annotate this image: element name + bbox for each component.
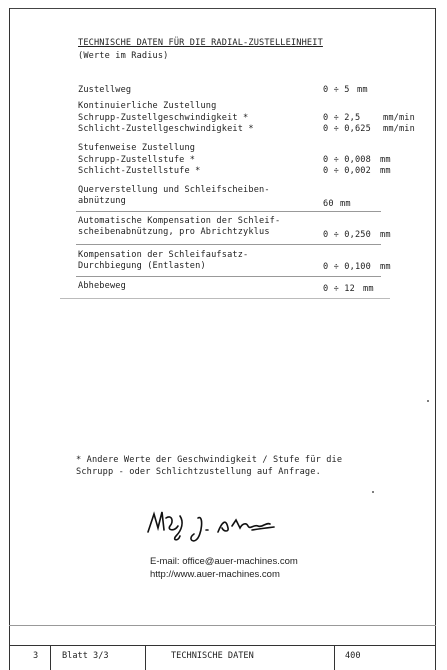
contact-email: E-mail: office@auer-machines.com (150, 556, 298, 567)
footer-section-title: TECHNISCHE DATEN (171, 651, 254, 661)
spec-value-schrupp-stufe: 0 ÷ 0,008 (323, 155, 371, 165)
quer-value: 60 (323, 199, 334, 209)
spec-unit-zustellweg: mm (357, 85, 368, 95)
page-left-border (9, 8, 10, 670)
komp-label-line1: Kompensation der Schleifaufsatz- (78, 250, 249, 260)
spec-value-abhebeweg: 0 ÷ 12 (323, 284, 355, 294)
spec-value-schrupp-geschw: 0 ÷ 2,5 (323, 113, 361, 123)
footer-code: 400 (345, 651, 361, 661)
auto-unit: mm (380, 230, 391, 240)
komp-value: 0 ÷ 0,100 (323, 262, 371, 272)
footer-number: 3 (33, 651, 39, 661)
spec-label-schlicht-geschw: Schlicht-Zustellgeschwindigkeit * (78, 124, 254, 134)
footer-divider (145, 645, 146, 670)
scan-speck (372, 491, 374, 493)
section-divider (76, 244, 381, 245)
komp-label-line2: Durchbiegung (Entlasten) (78, 261, 206, 271)
section-divider (60, 298, 390, 299)
spec-label-schrupp-geschw: Schrupp-Zustellgeschwindigkeit * (78, 113, 249, 123)
footer-rule (9, 645, 436, 646)
spec-label-abhebeweg: Abhebeweg (78, 281, 126, 291)
quer-unit: mm (340, 199, 351, 209)
spec-label-zustellweg: Zustellweg (78, 85, 132, 95)
spec-value-schlicht-geschw: 0 ÷ 0,625 (323, 124, 371, 134)
auto-value: 0 ÷ 0,250 (323, 230, 371, 240)
stufen-heading: Stufenweise Zustellung (78, 143, 196, 153)
footer-blatt: Blatt 3/3 (62, 651, 109, 661)
komp-unit: mm (380, 262, 391, 272)
quer-label-line1: Querverstellung und Schleifscheiben- (78, 185, 270, 195)
page-top-border (9, 8, 436, 9)
footer-divider (50, 645, 51, 670)
footer-rule-top (9, 625, 436, 626)
auto-label-line1: Automatische Kompensation der Schleif- (78, 216, 281, 226)
spec-label-schlicht-stufe: Schlicht-Zustellstufe * (78, 166, 201, 176)
spec-unit-schrupp-stufe: mm (380, 155, 391, 165)
document-subtitle: (Werte im Radius) (78, 51, 169, 61)
spec-unit-schrupp-geschw: mm/min (383, 113, 415, 123)
spec-unit-schlicht-stufe: mm (380, 166, 391, 176)
section-divider (76, 211, 381, 212)
footnote-line2: Schrupp - oder Schlichtzustellung auf Anfrage. (76, 467, 321, 477)
footnote-line1: * Andere Werte der Geschwindigkeit / Stufe für die (76, 455, 343, 465)
handwritten-signature (140, 496, 290, 546)
spec-unit-schlicht-geschw: mm/min (383, 124, 415, 134)
auto-label-line2: scheibenabnützung, pro Abrichtzyklus (78, 227, 270, 237)
scan-speck (427, 400, 429, 402)
page-right-border (435, 8, 436, 670)
spec-value-schlicht-stufe: 0 ÷ 0,002 (323, 166, 371, 176)
kont-heading: Kontinuierliche Zustellung (78, 101, 217, 111)
spec-value-zustellweg: 0 ÷ 5 (323, 85, 350, 95)
section-divider (76, 276, 381, 277)
spec-unit-abhebeweg: mm (363, 284, 374, 294)
document-title: TECHNISCHE DATEN FÜR DIE RADIAL-ZUSTELLEINHEIT (78, 38, 323, 48)
footer-divider (334, 645, 335, 670)
spec-label-schrupp-stufe: Schrupp-Zustellstufe * (78, 155, 196, 165)
quer-label-line2: abnützung (78, 196, 126, 206)
contact-website: http://www.auer-machines.com (150, 569, 280, 580)
